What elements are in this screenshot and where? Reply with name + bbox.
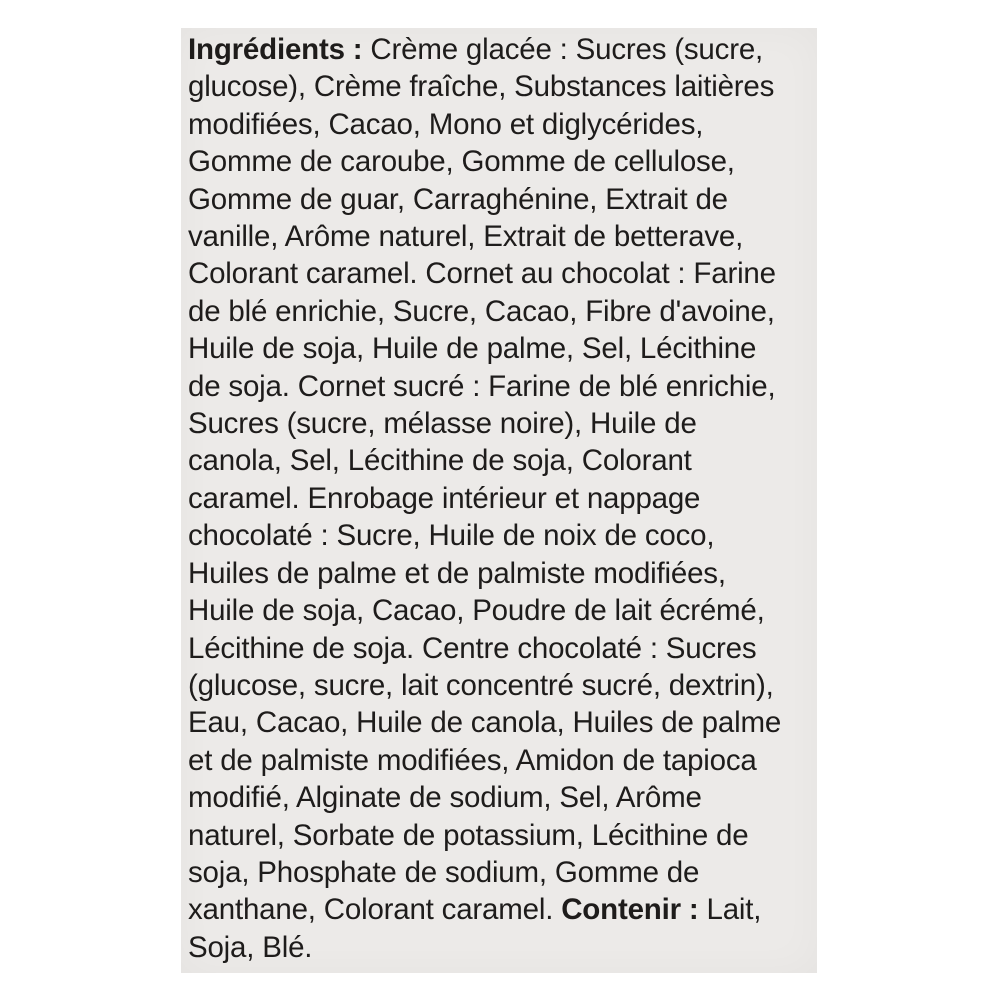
ingredient-line: Eau, Cacao, Huile de canola, Huiles de palme [188, 706, 782, 740]
ingredient-line: vanille, Arôme naturel, Extrait de betterave, [188, 220, 744, 254]
contains-heading: Contenir : [561, 893, 699, 927]
allergen-line: Soja, Blé. [188, 930, 313, 964]
ingredient-line: glucose), Crème fraîche, Substances laitières [188, 70, 775, 104]
ingredient-text: Crème glacée : Sucres (sucre, [370, 33, 764, 66]
ingredient-line: soja, Phosphate de sodium, Gomme de [188, 855, 700, 889]
ingredient-line: modifié, Alginate de sodium, Sel, Arôme [188, 781, 702, 815]
ingredient-line: Sucres (sucre, mélasse noire), Huile de [188, 407, 697, 441]
ingredient-text: xanthane, Colorant caramel. [188, 893, 554, 927]
allergen-text: Lait, [706, 893, 762, 927]
ingredient-line: Colorant caramel. Cornet au chocolat : Farine [188, 257, 776, 291]
ingredient-line: naturel, Sorbate de potassium, Lécithine de [188, 818, 749, 852]
ingredients-heading: Ingrédients : [188, 33, 363, 66]
ingredients-list [188, 31, 813, 966]
ingredient-line: Huile de soja, Huile de palme, Sel, Lécithine [188, 332, 757, 366]
ingredient-line: de blé enrichie, Sucre, Cacao, Fibre d'avoine, [188, 294, 775, 328]
ingredient-line: Lécithine de soja. Centre chocolaté : Sucres [188, 631, 757, 665]
ingredient-line: Huile de soja, Cacao, Poudre de lait écrémé, [188, 594, 765, 628]
ingredient-line: (glucose, sucre, lait concentré sucré, dextrin), [188, 668, 774, 702]
ingredient-line: et de palmiste modifiées, Amidon de tapioca [188, 743, 757, 777]
ingredient-line: Gomme de caroube, Gomme de cellulose, [188, 145, 735, 179]
ingredient-line: Gomme de guar, Carraghénine, Extrait de [188, 182, 728, 216]
ingredient-line: chocolaté : Sucre, Huile de noix de coco, [188, 519, 715, 553]
ingredient-line: modifiées, Cacao, Mono et diglycérides, [188, 107, 704, 141]
ingredient-line [188, 891, 813, 928]
ingredient-line: Huiles de palme et de palmiste modifiées, [188, 556, 726, 590]
ingredient-line: canola, Sel, Lécithine de soja, Colorant [188, 444, 692, 478]
ingredient-line: caramel. Enrobage intérieur et nappage [188, 481, 701, 515]
ingredient-line [188, 31, 813, 68]
ingredient-line: de soja. Cornet sucré : Farine de blé enrichie, [188, 369, 776, 403]
